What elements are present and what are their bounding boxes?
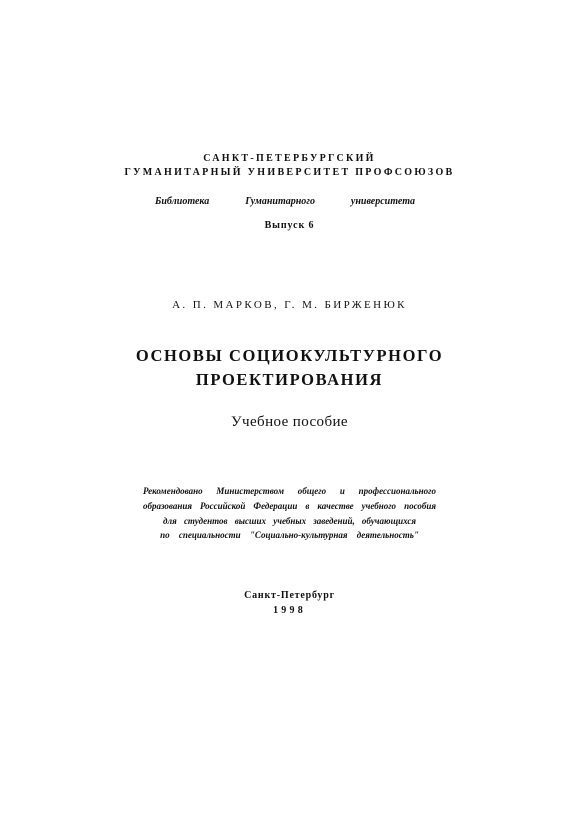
series-word-humanitarian: Гуманитарного [245, 196, 315, 207]
publication-year: 1998 [273, 605, 306, 616]
institution-line-2: ГУМАНИТАРНЫЙ УНИВЕРСИТЕТ ПРОФСОЮЗОВ [124, 167, 455, 178]
book-title-line-1: ОСНОВЫ СОЦИОКУЛЬТУРНОГО [135, 346, 444, 365]
institution-line-1: САНКТ-ПЕТЕРБУРГСКИЙ [203, 153, 376, 164]
book-title-line-2: ПРОЕКТИРОВАНИЯ [195, 370, 384, 389]
authors: А. П. МАРКОВ, Г. М. БИРЖЕНЮК [172, 299, 407, 311]
book-subtitle: Учебное пособие [231, 414, 348, 430]
library-series [155, 196, 415, 210]
recommendation-line-4: по специальности "Социально-культурная деятельность" [160, 530, 419, 540]
publication-city: Санкт-Петербург [244, 590, 335, 601]
recommendation-line-1: Рекомендовано Министерством общего и профессионального [143, 486, 436, 496]
series-word-library: Библиотека [155, 196, 210, 207]
recommendation-line-2: образования Российской Федерации в качестве учебного пособия [143, 501, 436, 511]
issue-number: Выпуск 6 [264, 220, 315, 231]
recommendation-line-3: для студентов высших учебных заведений, обучающихся [163, 516, 416, 526]
series-word-university: университета [350, 196, 415, 207]
